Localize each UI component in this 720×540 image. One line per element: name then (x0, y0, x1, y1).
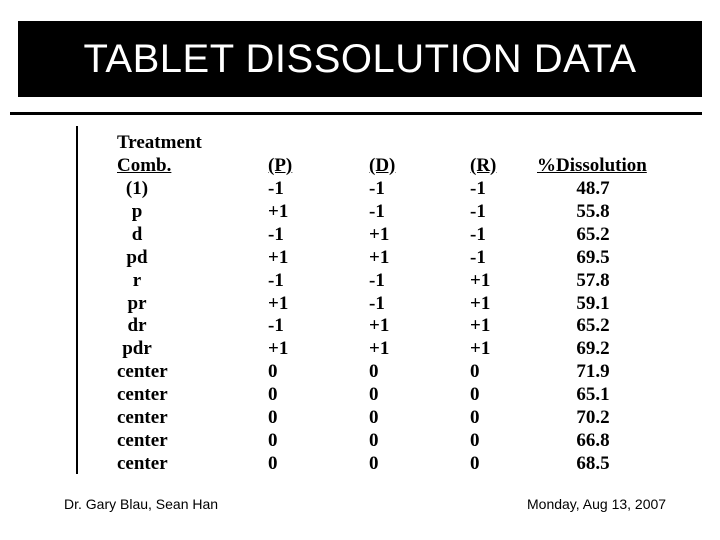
cell-d: -1 (369, 292, 385, 314)
cell-comb: r (132, 269, 142, 291)
cell-d: 0 (369, 429, 379, 451)
cell-dissolution: 48.7 (576, 178, 610, 199)
slide-title: TABLET DISSOLUTION DATA (18, 21, 702, 97)
cell-comb: dr (127, 315, 147, 337)
cell-p: -1 (268, 315, 284, 337)
footer-date: Monday, Aug 13, 2007 (527, 496, 667, 512)
header-treatment: Treatment (117, 132, 202, 153)
cell-dissolution: 59.1 (576, 292, 610, 314)
header-p: (P) (268, 155, 293, 176)
cell-comb: pd (126, 246, 148, 268)
cell-dissolution: 71.9 (576, 361, 610, 383)
cell-dissolution: 55.8 (576, 200, 610, 222)
cell-d: 0 (369, 452, 379, 474)
cell-p: -1 (268, 223, 284, 245)
cell-dissolution: 68.5 (576, 452, 610, 474)
cell-comb: (1) (125, 178, 149, 199)
cell-r: 0 (470, 407, 480, 428)
cell-dissolution: 57.8 (576, 269, 610, 291)
cell-p: 0 (268, 407, 278, 428)
cell-d: -1 (369, 269, 385, 291)
header-r: (R) (470, 155, 497, 176)
cell-comb: pr (127, 292, 147, 314)
cell-r: -1 (470, 200, 486, 222)
header-d: (D) (369, 155, 396, 176)
footer-author: Dr. Gary Blau, Sean Han (64, 496, 219, 512)
cell-r: +1 (470, 292, 491, 314)
cell-p: -1 (268, 269, 284, 291)
cell-d: -1 (369, 178, 385, 199)
cell-comb: center (117, 429, 168, 451)
cell-p: +1 (268, 338, 289, 360)
cell-d: +1 (369, 246, 390, 268)
cell-comb: center (117, 361, 168, 383)
cell-p: +1 (268, 292, 289, 314)
cell-comb: center (117, 452, 168, 474)
cell-dissolution: 65.2 (576, 223, 610, 245)
cell-r: +1 (470, 269, 491, 291)
cell-comb: d (131, 223, 143, 245)
header-comb: Comb. (117, 155, 172, 176)
cell-p: 0 (268, 384, 278, 406)
cell-p: 0 (268, 452, 278, 474)
cell-r: -1 (470, 246, 486, 268)
cell-d: 0 (369, 407, 379, 428)
cell-comb: center (117, 384, 168, 406)
cell-d: +1 (369, 315, 390, 337)
cell-p: 0 (268, 429, 278, 451)
cell-r: 0 (470, 452, 480, 474)
cell-comb: pdr (122, 338, 152, 360)
cell-comb: center (117, 407, 168, 428)
cell-p: 0 (268, 361, 278, 383)
cell-d: 0 (369, 361, 379, 383)
cell-r: 0 (470, 384, 480, 406)
cell-d: -1 (369, 200, 385, 222)
cell-d: 0 (369, 384, 379, 406)
cell-dissolution: 65.2 (576, 315, 610, 337)
cell-d: +1 (369, 223, 390, 245)
cell-comb: p (131, 200, 143, 222)
cell-r: 0 (470, 429, 480, 451)
cell-dissolution: 70.2 (576, 407, 610, 428)
cell-d: +1 (369, 338, 390, 360)
cell-r: +1 (470, 315, 491, 337)
cell-r: -1 (470, 223, 486, 245)
cell-dissolution: 66.8 (576, 429, 610, 451)
cell-dissolution: 65.1 (576, 384, 610, 406)
cell-r: +1 (470, 338, 491, 360)
cell-dissolution: 69.5 (576, 246, 610, 268)
cell-p: +1 (268, 200, 289, 222)
cell-p: -1 (268, 178, 284, 199)
header-dissolution: %Dissolution (537, 155, 647, 176)
cell-r: -1 (470, 178, 486, 199)
cell-p: +1 (268, 246, 289, 268)
cell-r: 0 (470, 361, 480, 383)
cell-dissolution: 69.2 (576, 338, 610, 360)
